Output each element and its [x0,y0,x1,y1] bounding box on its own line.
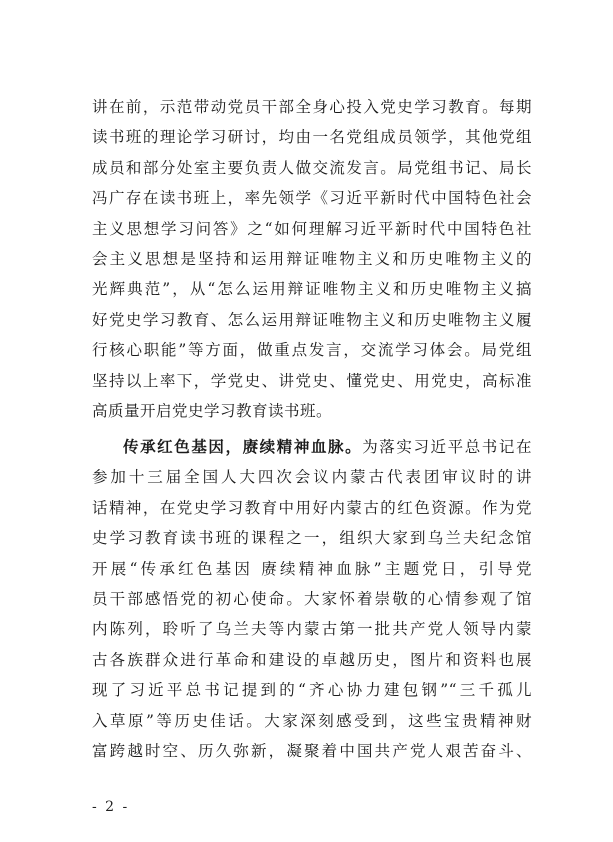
text-line: 行核心职能”等方面，做重点发言，交流学习体会。局党组 [92,341,532,360]
section-heading: 传承红色基因，赓续精神血脉。 [123,438,363,456]
text-line: 现了习近平总书记提到的“齐心协力建包钢”“三千孤儿 [92,681,532,700]
paragraph-study-leadership [92,92,532,426]
text-line: 高质量开启党史学习教育读书班。 [92,401,333,420]
text-line: 史学习教育读书班的课程之一，组织大家到乌兰夫纪念馆 [92,529,532,548]
page-number: - 2 - [92,799,130,815]
text-line: 坚持以上率下，学党史、讲党史、懂党史、用党史，高标准 [92,371,532,390]
text-line [92,432,532,462]
text-line: 内陈列，聆听了乌兰夫等内蒙古第一批共产党人领导内蒙 [92,620,532,639]
text-line: 好党史学习教育、怎么运用辩证唯物主义和历史唯物主义履 [92,310,532,329]
text-line: 光辉典范”，从“怎么运用辩证唯物主义和历史唯物主义搞 [92,280,532,299]
text-line: 读书班的理论学习研讨，均由一名党组成员领学，其他党组 [92,128,532,147]
text-line-rest: 为落实习近平总书记在 [362,438,532,456]
text-line: 入草原”等历史佳话。大家深刻感受到，这些宝贵精神财 [92,711,532,730]
text-line: 主义思想学习问答》之“如何理解习近平新时代中国特色社 [92,219,532,238]
text-line: 讲在前，示范带动党员干部全身心投入党史学习教育。每期 [92,98,532,116]
text-line: 富跨越时空、历久弥新，凝聚着中国共产党人艰苦奋斗、 [92,741,532,760]
text-line: 冯广存在读书班上，率先领学《习近平新时代中国特色社会 [92,189,532,208]
paragraph-red-gene [92,432,532,766]
text-line: 成员和部分处室主要负责人做交流发言。局党组书记、局长 [92,158,532,177]
text-line: 会主义思想是坚持和运用辩证唯物主义和历史唯物主义的 [92,249,532,268]
text-line: 员干部感悟党的初心使命。大家怀着崇敬的心情参观了馆 [92,589,532,608]
text-line: 开展“传承红色基因 赓续精神血脉”主题党日，引导党 [92,559,532,578]
text-line: 话精神，在党史学习教育中用好内蒙古的红色资源。作为党 [92,498,532,517]
text-line: 参加十三届全国人大四次会议内蒙古代表团审议时的讲 [92,468,532,487]
text-line: 古各族群众进行革命和建设的卓越历史，图片和资料也展 [92,650,532,669]
